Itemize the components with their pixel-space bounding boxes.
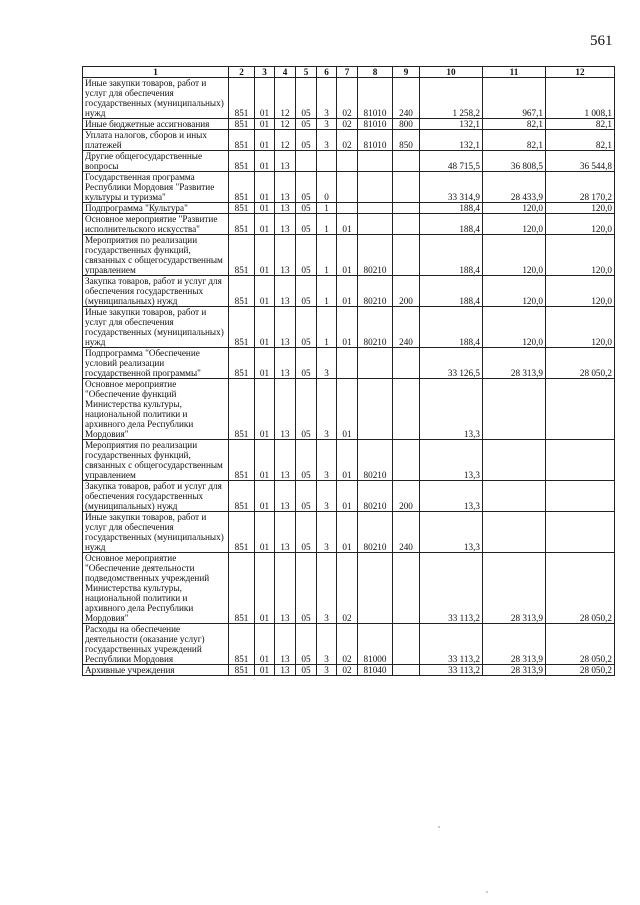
amount-col12: 28 170,2 (546, 172, 615, 203)
code-direction (358, 379, 393, 440)
code-razdel: 01 (255, 130, 275, 151)
column-header: 6 (317, 67, 337, 78)
code-direction: 81040 (358, 665, 393, 676)
row-name: Подпрограмма "Обеспечение условий реализации государственной программы" (83, 348, 229, 379)
amount-col11 (483, 512, 546, 553)
amount-col12 (546, 481, 615, 512)
column-header: 2 (229, 67, 255, 78)
amount-col12: 28 050,2 (546, 553, 615, 624)
amount-col12: 36 544,8 (546, 151, 615, 172)
code-subprogram: 3 (317, 379, 337, 440)
amount-col12: 28 050,2 (546, 624, 615, 665)
code-direction: 80210 (358, 440, 393, 481)
code-podrazdel: 13 (275, 276, 296, 307)
amount-col12: 120,0 (546, 235, 615, 276)
amount-col11: 28 313,9 (483, 553, 546, 624)
amount-col10: 132,1 (420, 119, 483, 130)
code-grbs: 851 (229, 276, 255, 307)
amount-col12 (546, 379, 615, 440)
code-program: 05 (296, 130, 317, 151)
code-program (296, 151, 317, 172)
table-row (83, 119, 615, 130)
code-event: 01 (337, 512, 358, 553)
code-grbs: 851 (229, 307, 255, 348)
amount-col11: 28 433,9 (483, 172, 546, 203)
amount-col10: 188,4 (420, 203, 483, 214)
code-expense-type (393, 151, 420, 172)
code-expense-type: 240 (393, 512, 420, 553)
code-expense-type: 850 (393, 130, 420, 151)
amount-col12 (546, 440, 615, 481)
amount-col10: 13,3 (420, 440, 483, 481)
code-subprogram (317, 151, 337, 172)
row-name: Иные закупки товаров, работ и услуг для обеспечения государственных (муниципальных) нужд (83, 307, 229, 348)
table-row (83, 203, 615, 214)
code-expense-type (393, 348, 420, 379)
code-event: 02 (337, 119, 358, 130)
code-subprogram: 3 (317, 665, 337, 676)
code-subprogram: 3 (317, 440, 337, 481)
amount-col12: 28 050,2 (546, 348, 615, 379)
code-podrazdel: 13 (275, 151, 296, 172)
code-podrazdel: 13 (275, 348, 296, 379)
amount-col12: 82,1 (546, 130, 615, 151)
code-razdel: 01 (255, 512, 275, 553)
code-grbs: 851 (229, 172, 255, 203)
code-grbs: 851 (229, 440, 255, 481)
code-event: 01 (337, 214, 358, 235)
table-row (83, 348, 615, 379)
code-razdel: 01 (255, 553, 275, 624)
code-podrazdel: 13 (275, 214, 296, 235)
amount-col12: 28 050,2 (546, 665, 615, 676)
code-direction (358, 214, 393, 235)
row-name: Иные бюджетные ассигнования (83, 119, 229, 130)
code-subprogram: 1 (317, 276, 337, 307)
amount-col10: 1 258,2 (420, 78, 483, 119)
amount-col10: 33 314,9 (420, 172, 483, 203)
amount-col11: 120,0 (483, 203, 546, 214)
table-row (83, 78, 615, 119)
amount-col11: 120,0 (483, 235, 546, 276)
code-expense-type (393, 440, 420, 481)
code-subprogram: 1 (317, 214, 337, 235)
code-grbs: 851 (229, 235, 255, 276)
amount-col10: 13,3 (420, 512, 483, 553)
code-subprogram: 3 (317, 119, 337, 130)
code-direction: 80210 (358, 512, 393, 553)
code-subprogram: 3 (317, 553, 337, 624)
code-direction: 81010 (358, 130, 393, 151)
code-direction: 80210 (358, 235, 393, 276)
code-direction: 81010 (358, 78, 393, 119)
amount-col10: 33 113,2 (420, 624, 483, 665)
table-row (83, 379, 615, 440)
code-event: 01 (337, 481, 358, 512)
column-header: 9 (393, 67, 420, 78)
code-direction: 80210 (358, 307, 393, 348)
code-subprogram: 3 (317, 512, 337, 553)
code-razdel: 01 (255, 235, 275, 276)
amount-col11: 36 808,5 (483, 151, 546, 172)
table-row (83, 214, 615, 235)
code-podrazdel: 13 (275, 440, 296, 481)
code-event: 02 (337, 130, 358, 151)
code-podrazdel: 13 (275, 512, 296, 553)
header-row (83, 67, 615, 78)
row-name: Государственная программа Республики Мордовия "Развитие культуры и туризма" (83, 172, 229, 203)
code-podrazdel: 13 (275, 235, 296, 276)
code-direction: 80210 (358, 276, 393, 307)
code-program: 05 (296, 624, 317, 665)
code-direction (358, 172, 393, 203)
amount-col11: 120,0 (483, 276, 546, 307)
code-event (337, 348, 358, 379)
code-program: 05 (296, 276, 317, 307)
row-name: Архивные учреждения (83, 665, 229, 676)
code-program: 05 (296, 481, 317, 512)
code-grbs: 851 (229, 512, 255, 553)
code-event: 01 (337, 440, 358, 481)
amount-col11: 967,1 (483, 78, 546, 119)
row-name: Мероприятия по реализации государственных функций, связанных с общегосударственным управлением (83, 440, 229, 481)
amount-col10: 13,3 (420, 481, 483, 512)
row-name: Расходы на обеспечение деятельности (оказание услуг) государственных учреждений Республики Мордовия (83, 624, 229, 665)
code-subprogram: 3 (317, 78, 337, 119)
code-subprogram: 3 (317, 348, 337, 379)
code-subprogram: 1 (317, 307, 337, 348)
code-program: 05 (296, 512, 317, 553)
column-header: 4 (275, 67, 296, 78)
code-event: 02 (337, 624, 358, 665)
column-header: 5 (296, 67, 317, 78)
code-program: 05 (296, 379, 317, 440)
row-name: Закупка товаров, работ и услуг для обеспечения государственных (муниципальных) нужд (83, 481, 229, 512)
code-expense-type (393, 379, 420, 440)
column-header: 3 (255, 67, 275, 78)
row-name: Иные закупки товаров, работ и услуг для обеспечения государственных (муниципальных) нужд (83, 512, 229, 553)
code-razdel: 01 (255, 214, 275, 235)
code-grbs: 851 (229, 78, 255, 119)
code-direction (358, 151, 393, 172)
code-grbs: 851 (229, 203, 255, 214)
code-razdel: 01 (255, 348, 275, 379)
code-expense-type (393, 665, 420, 676)
code-grbs: 851 (229, 151, 255, 172)
code-expense-type (393, 235, 420, 276)
page-number: 561 (590, 33, 613, 49)
code-grbs: 851 (229, 553, 255, 624)
code-program: 05 (296, 348, 317, 379)
amount-col11 (483, 440, 546, 481)
amount-col11: 120,0 (483, 307, 546, 348)
code-event: 02 (337, 553, 358, 624)
amount-col10: 13,3 (420, 379, 483, 440)
code-direction (358, 348, 393, 379)
code-program: 05 (296, 119, 317, 130)
row-name: Мероприятия по реализации государственных функций, связанных с общегосударственным управлением (83, 235, 229, 276)
table-row (83, 440, 615, 481)
code-razdel: 01 (255, 276, 275, 307)
code-grbs: 851 (229, 119, 255, 130)
code-event (337, 172, 358, 203)
code-razdel: 01 (255, 665, 275, 676)
code-subprogram: 3 (317, 130, 337, 151)
code-event: 01 (337, 307, 358, 348)
code-grbs: 851 (229, 348, 255, 379)
amount-col12 (546, 512, 615, 553)
code-direction (358, 203, 393, 214)
code-podrazdel: 13 (275, 624, 296, 665)
amount-col12: 120,0 (546, 203, 615, 214)
code-podrazdel: 12 (275, 78, 296, 119)
table-row (83, 172, 615, 203)
amount-col10: 132,1 (420, 130, 483, 151)
table-row (83, 481, 615, 512)
amount-col10: 33 113,2 (420, 665, 483, 676)
table-row (83, 665, 615, 676)
amount-col10: 33 126,5 (420, 348, 483, 379)
code-razdel: 01 (255, 307, 275, 348)
code-expense-type (393, 203, 420, 214)
code-podrazdel: 13 (275, 172, 296, 203)
code-grbs: 851 (229, 130, 255, 151)
amount-col11 (483, 379, 546, 440)
amount-col12: 120,0 (546, 276, 615, 307)
row-name: Иные закупки товаров, работ и услуг для обеспечения государственных (муниципальных) нужд (83, 78, 229, 119)
code-razdel: 01 (255, 119, 275, 130)
code-direction: 81000 (358, 624, 393, 665)
amount-col11: 82,1 (483, 130, 546, 151)
code-razdel: 01 (255, 379, 275, 440)
code-event: 01 (337, 235, 358, 276)
row-name: Основное мероприятие "Обеспечение деятельности подведомственных учреждений Министерства культуры, национальной политики и архивного дела Республики Мордовия" (83, 553, 229, 624)
code-event: 02 (337, 78, 358, 119)
code-direction (358, 553, 393, 624)
code-razdel: 01 (255, 624, 275, 665)
code-podrazdel: 12 (275, 130, 296, 151)
amount-col10: 188,4 (420, 307, 483, 348)
code-expense-type (393, 553, 420, 624)
code-program: 05 (296, 307, 317, 348)
column-header: 11 (483, 67, 546, 78)
amount-col11: 28 313,9 (483, 348, 546, 379)
code-subprogram: 3 (317, 624, 337, 665)
code-grbs: 851 (229, 624, 255, 665)
amount-col12: 82,1 (546, 119, 615, 130)
code-expense-type: 200 (393, 481, 420, 512)
table-row (83, 130, 615, 151)
column-header: 12 (546, 67, 615, 78)
code-razdel: 01 (255, 440, 275, 481)
code-program: 05 (296, 235, 317, 276)
code-program: 05 (296, 553, 317, 624)
code-subprogram: 0 (317, 172, 337, 203)
code-event: 01 (337, 379, 358, 440)
code-razdel: 01 (255, 78, 275, 119)
code-razdel: 01 (255, 151, 275, 172)
code-podrazdel: 13 (275, 307, 296, 348)
code-expense-type (393, 214, 420, 235)
code-expense-type: 240 (393, 78, 420, 119)
column-header: 1 (83, 67, 229, 78)
code-podrazdel: 13 (275, 553, 296, 624)
code-podrazdel: 13 (275, 665, 296, 676)
amount-col12: 1 008,1 (546, 78, 615, 119)
amount-col12: 120,0 (546, 307, 615, 348)
code-subprogram: 1 (317, 235, 337, 276)
code-grbs: 851 (229, 481, 255, 512)
code-program: 05 (296, 78, 317, 119)
row-name: Другие общегосударственные вопросы (83, 151, 229, 172)
amount-col12: 120,0 (546, 214, 615, 235)
table-row (83, 512, 615, 553)
column-header: 10 (420, 67, 483, 78)
code-expense-type: 200 (393, 276, 420, 307)
code-expense-type: 800 (393, 119, 420, 130)
column-header: 8 (358, 67, 393, 78)
code-event: 02 (337, 665, 358, 676)
code-subprogram: 3 (317, 481, 337, 512)
code-program: 05 (296, 214, 317, 235)
row-name: Закупка товаров, работ и услуг для обеспечения государственных (муниципальных) нужд (83, 276, 229, 307)
code-razdel: 01 (255, 481, 275, 512)
code-program: 05 (296, 172, 317, 203)
code-expense-type (393, 624, 420, 665)
code-program: 05 (296, 665, 317, 676)
code-podrazdel: 13 (275, 203, 296, 214)
table-row (83, 151, 615, 172)
code-program: 05 (296, 440, 317, 481)
code-subprogram: 1 (317, 203, 337, 214)
amount-col11: 82,1 (483, 119, 546, 130)
table-row (83, 235, 615, 276)
column-header: 7 (337, 67, 358, 78)
table-row (83, 276, 615, 307)
code-direction: 80210 (358, 481, 393, 512)
code-razdel: 01 (255, 203, 275, 214)
amount-col11: 120,0 (483, 214, 546, 235)
code-grbs: 851 (229, 379, 255, 440)
table-row (83, 553, 615, 624)
table-row (83, 307, 615, 348)
row-name: Основное мероприятие "Обеспечение функций Министерства культуры, национальной политики и архивного дела Республики Мордовия" (83, 379, 229, 440)
amount-col11: 28 313,9 (483, 624, 546, 665)
code-razdel: 01 (255, 172, 275, 203)
code-podrazdel: 12 (275, 119, 296, 130)
amount-col10: 48 715,5 (420, 151, 483, 172)
code-grbs: 851 (229, 214, 255, 235)
amount-col11: 28 313,9 (483, 665, 546, 676)
code-event (337, 151, 358, 172)
code-expense-type: 240 (393, 307, 420, 348)
code-grbs: 851 (229, 665, 255, 676)
row-name: Основное мероприятие "Развитие исполнительского искусства" (83, 214, 229, 235)
table-row (83, 624, 615, 665)
amount-col11 (483, 481, 546, 512)
row-name: Уплата налогов, сборов и иных платежей (83, 130, 229, 151)
amount-col10: 188,4 (420, 214, 483, 235)
code-event (337, 203, 358, 214)
code-direction: 81010 (358, 119, 393, 130)
code-program: 05 (296, 203, 317, 214)
code-podrazdel: 13 (275, 379, 296, 440)
row-name: Подпрограмма "Культура" (83, 203, 229, 214)
budget-table (82, 66, 615, 676)
code-podrazdel: 13 (275, 481, 296, 512)
amount-col10: 188,4 (420, 235, 483, 276)
amount-col10: 188,4 (420, 276, 483, 307)
code-expense-type (393, 172, 420, 203)
amount-col10: 33 113,2 (420, 553, 483, 624)
code-event: 01 (337, 276, 358, 307)
